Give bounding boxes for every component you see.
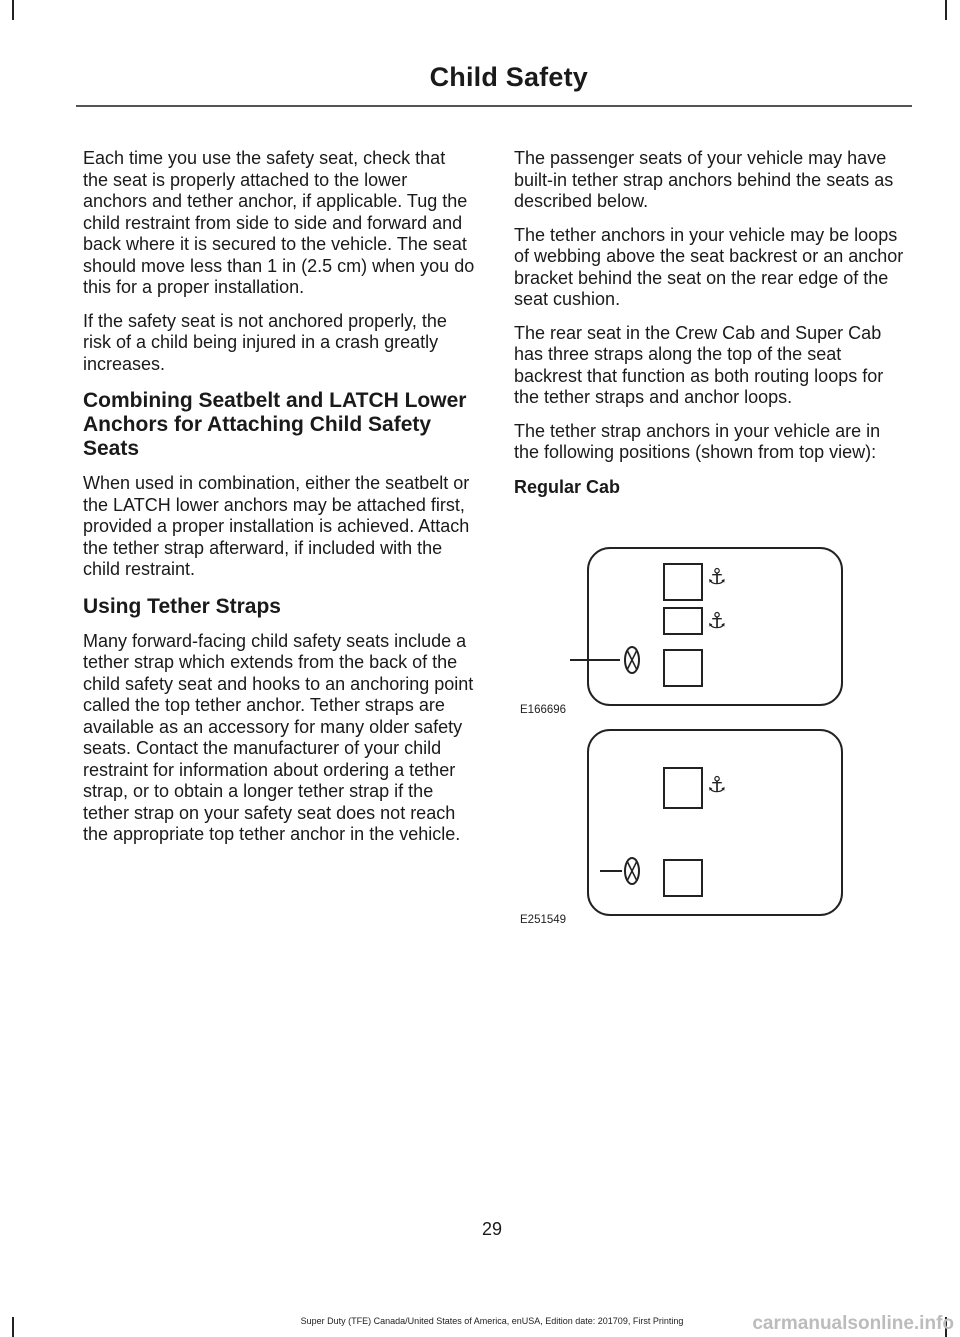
page-title: Child Safety [429,62,588,92]
watermark: carmanualsonline.info [752,1313,954,1334]
crop-mark-top-right [945,0,947,20]
anchor-icon: ⚓ [707,773,727,798]
paragraph-combination: When used in combination, either the seatbelt or the LATCH lower anchors may be attached first, provided a proper installation is achieved. Attach the tether strap afterward, if included with the child restraint. [83,473,470,579]
heading-combining: Combining Seatbelt and LATCH Lower Anchors for Attaching Child Safety Seats [83,389,467,460]
seat-diagram-2 [560,728,850,918]
footer-edition: Super Duty (TFE) Canada/United States of America, enUSA, Edition date: 201709, First Printing [300,1316,684,1326]
anchor-icon: ⚓ [707,609,727,634]
paragraph-tether-straps: Many forward-facing child safety seats include a tether strap which extends from the back of the child safety seat and hooks to an anchoring point called the top tether anchor. Tether straps are available as an accessory for many older safety seats. Contact the manufacturer of your child restraint for information about ordering a tether strap, or to obtain a longer tether strap if the tether strap on your safety seat does not reach the appropriate top tether anchor in the vehicle. [83,630,474,844]
seat-middle [664,608,702,634]
paragraph-built-in-anchors: The passenger seats of your vehicle may have built-in tether strap anchors behind the seats as described below. [514,148,894,211]
figure-code-1: E166696 [520,704,567,716]
right-column [514,148,906,508]
paragraph-risk: If the safety seat is not anchored properly, the risk of a child being injured in a crash greatly increases. [83,310,447,374]
seat-diagram-1 [560,546,850,711]
left-column [83,148,475,858]
anchor-icon: ⚓ [707,565,727,590]
paragraph-anchor-types: The tether anchors in your vehicle may be loops of webbing above the seat backrest or an anchor bracket behind the seat on the rear edge of the seat cushion. [514,224,904,309]
crop-mark-top-left [12,0,14,20]
paragraph-rear-seat: The rear seat in the Crew Cab and Super Cab has three straps along the top of the seat backrest that function as both routing loops for the tether straps and anchor loops. [514,322,884,407]
seat-driver [664,650,702,686]
figure-code-2: E251549 [520,914,567,926]
seat-passenger [664,768,702,808]
paragraph-check-seat: Each time you use the safety seat, check that the seat is properly attached to the lower anchors and tether anchor, if applicable. Tug the child restraint from side to side and forward and back where it is secured to the vehicle. The seat should move less than 1 in (2.5 cm) when you do this for a proper installation. [83,148,475,297]
figure-regular-cab-2 [560,728,850,918]
seat-rear-upper [664,564,702,600]
heading-regular-cab: Regular Cab [514,476,621,497]
heading-tether-straps: Using Tether Straps [83,594,281,618]
paragraph-anchor-positions: The tether strap anchors in your vehicle are in the following positions (shown from top view): [514,420,881,462]
header-rule [76,105,912,107]
figure-regular-cab-1 [560,546,850,711]
cab-outline [588,730,842,915]
page-number: 29 [481,1219,503,1239]
seat-driver [664,860,702,896]
